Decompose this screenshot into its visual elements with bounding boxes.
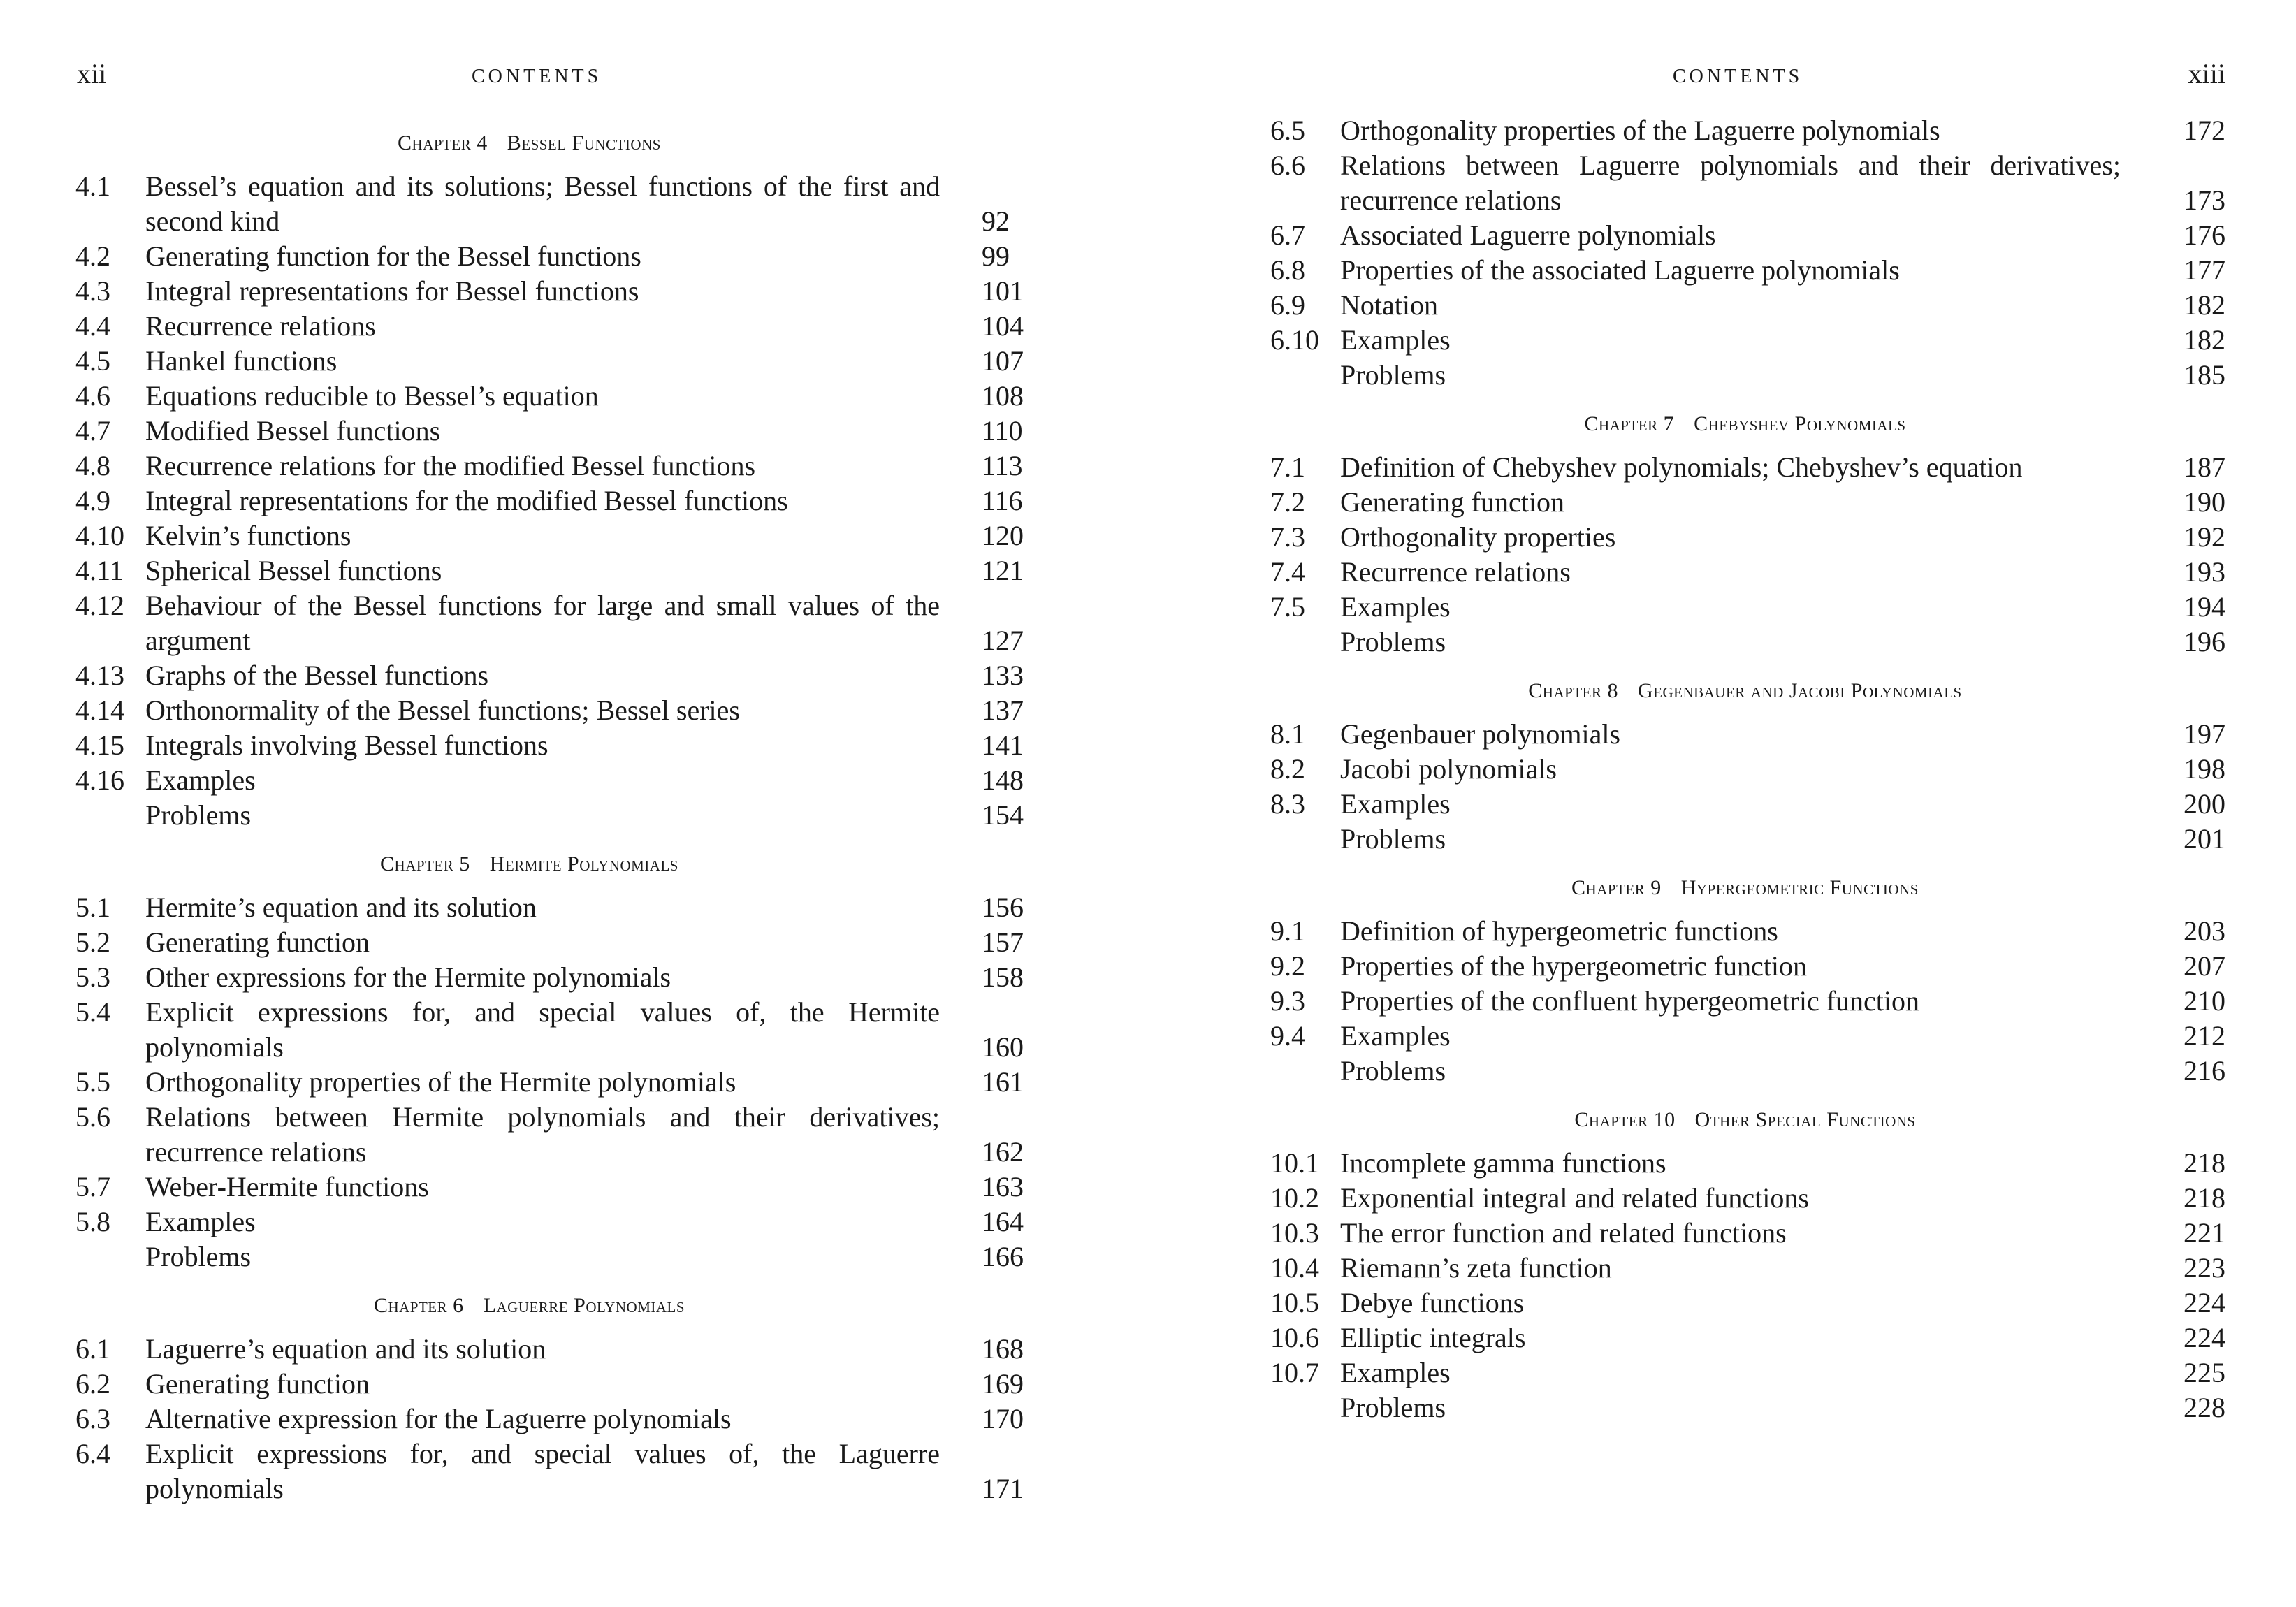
section-title: Problems [1340, 1055, 1446, 1086]
toc-entry [70, 274, 1031, 309]
page-number: 108 [982, 380, 1024, 412]
page-number: 216 [2184, 1055, 2225, 1086]
page-number: 185 [2184, 359, 2225, 391]
section-number: 8.1 [1270, 718, 1305, 750]
section-number: 10.2 [1270, 1182, 1319, 1214]
section-number: 7.2 [1270, 486, 1305, 518]
section-title: Riemann’s zeta function [1340, 1252, 1612, 1284]
section-title: Examples [1340, 591, 1451, 623]
toc-entry [1265, 1181, 2225, 1216]
toc-entry [70, 169, 1031, 239]
section-number: 8.3 [1270, 788, 1305, 820]
page-number: 194 [2184, 591, 2225, 623]
section-number: 4.3 [75, 275, 110, 307]
section-number: 10.3 [1270, 1217, 1319, 1249]
section-number: 6.7 [1270, 219, 1305, 251]
section-title: Examples [1340, 788, 1451, 820]
section-title: Recurrence relations for the modified Bessel functions [145, 450, 756, 481]
section-title: Other expressions for the Hermite polynomials [145, 961, 671, 993]
toc-entry [70, 553, 1031, 588]
toc-entry [70, 890, 1031, 925]
toc-entry [1265, 717, 2225, 752]
section-title: Orthogonality properties [1340, 521, 1616, 553]
section-title: Problems [1340, 626, 1446, 657]
section-title: Examples [1340, 1020, 1451, 1052]
toc-chapters [1265, 407, 2225, 1425]
page-number: 156 [982, 892, 1024, 923]
toc-entry [1265, 752, 2225, 787]
section-number: 4.4 [75, 310, 110, 342]
toc-entry [70, 693, 1031, 728]
section-title: Generating function [145, 1368, 370, 1399]
section-title: Examples [145, 764, 256, 796]
section-number: 4.12 [75, 590, 124, 621]
page-number: 148 [982, 764, 1024, 796]
chapter-section [70, 847, 1031, 1274]
page-number: 187 [2184, 451, 2225, 483]
running-head [1265, 57, 2225, 113]
page-folio: xiii [2188, 58, 2225, 89]
toc-entry [1265, 625, 2225, 660]
chapter-title: Chebyshev Polynomials [1694, 412, 1906, 435]
toc-entry [70, 1367, 1031, 1402]
section-title: Problems [145, 799, 252, 831]
section-number: 4.6 [75, 380, 110, 412]
chapter-label: Chapter 10 [1574, 1108, 1676, 1131]
page-number: 218 [2184, 1182, 2225, 1214]
page-number: 210 [2184, 985, 2225, 1017]
chapter-heading [70, 847, 1031, 882]
toc-entry [70, 449, 1031, 483]
section-number: 4.11 [75, 555, 124, 586]
page-number: 137 [982, 695, 1024, 726]
toc-entry [1265, 450, 2225, 485]
page-number: 176 [2184, 219, 2225, 251]
section-title: Alternative expression for the Laguerre polynomials [145, 1403, 732, 1434]
section-title: Examples [1340, 1357, 1451, 1388]
section-title: Kelvin’s functions [145, 520, 351, 551]
toc-entry [1265, 555, 2225, 590]
section-title: Problems [1340, 359, 1446, 391]
section-title: Orthonormality of the Bessel functions; Bessel series [145, 695, 740, 726]
page-number: 133 [982, 660, 1024, 691]
chapter-title: Laguerre Polynomials [483, 1294, 685, 1317]
chapter-heading [1265, 871, 2225, 906]
section-title: Examples [145, 1206, 256, 1237]
chapter-section [1265, 871, 2225, 1089]
page-number: 162 [982, 1136, 1024, 1168]
section-title: Explicit expressions for, and special values of, the Hermite polynomials [145, 996, 940, 1063]
page-number: 166 [982, 1241, 1024, 1272]
page-number: 171 [982, 1473, 1024, 1504]
toc-entry [70, 518, 1031, 553]
section-title: Gegenbauer polynomials [1340, 718, 1620, 750]
toc-entry [1265, 1390, 2225, 1425]
section-number: 4.8 [75, 450, 110, 481]
chapter-section [1265, 674, 2225, 857]
page-number: 160 [982, 1031, 1024, 1063]
section-number: 4.14 [75, 695, 124, 726]
section-number: 9.2 [1270, 950, 1305, 982]
section-title: Properties of the confluent hypergeometric function [1340, 985, 1920, 1017]
section-number: 6.5 [1270, 115, 1305, 146]
toc-entry [1265, 358, 2225, 393]
section-number: 7.4 [1270, 556, 1305, 588]
toc-entry [70, 309, 1031, 344]
chapter-label: Chapter 6 [373, 1294, 464, 1317]
section-number: 4.10 [75, 520, 124, 551]
page-number: 157 [982, 926, 1024, 958]
chapter-title: Hermite Polynomials [489, 852, 678, 875]
left-page [70, 0, 1031, 1607]
section-number: 5.5 [75, 1066, 110, 1098]
section-title: Recurrence relations [145, 310, 376, 342]
page-number: 170 [982, 1403, 1024, 1434]
page-number: 212 [2184, 1020, 2225, 1052]
section-title: Problems [1340, 823, 1446, 855]
toc-entry [1265, 1286, 2225, 1321]
section-number: 10.7 [1270, 1357, 1319, 1388]
right-page [1265, 0, 2225, 1607]
page-number: 200 [2184, 788, 2225, 820]
section-number: 9.4 [1270, 1020, 1305, 1052]
section-number: 10.6 [1270, 1322, 1319, 1353]
section-number: 5.8 [75, 1206, 110, 1237]
toc-entry [1265, 1355, 2225, 1390]
page-number: 110 [982, 415, 1023, 446]
toc-entry [70, 483, 1031, 518]
toc-entry [1265, 1251, 2225, 1286]
page-number: 182 [2184, 324, 2225, 356]
page-number: 197 [2184, 718, 2225, 750]
page-number: 172 [2184, 115, 2225, 146]
section-number: 6.8 [1270, 254, 1305, 286]
section-title: Weber-Hermite functions [145, 1171, 429, 1202]
section-number: 6.1 [75, 1333, 110, 1365]
section-title: Integral representations for the modified Bessel functions [145, 485, 788, 516]
page-number: 198 [2184, 753, 2225, 785]
page-number: 192 [2184, 521, 2225, 553]
page-number: 154 [982, 799, 1024, 831]
page-number: 177 [2184, 254, 2225, 286]
page-number: 104 [982, 310, 1024, 342]
page-number: 121 [982, 555, 1024, 586]
page-folio: xii [77, 58, 107, 89]
running-head [70, 57, 1031, 113]
chapter-label: Chapter 5 [380, 852, 470, 875]
section-number: 9.1 [1270, 915, 1305, 947]
chapter-label: Chapter 4 [398, 131, 488, 154]
page-number: 92 [982, 205, 1010, 237]
section-number: 10.4 [1270, 1252, 1319, 1284]
section-title: Integral representations for Bessel functions [145, 275, 639, 307]
chapter-label: Chapter 9 [1571, 876, 1662, 899]
section-title: Hankel functions [145, 345, 337, 377]
toc-entry [1265, 323, 2225, 358]
chapter-section [1265, 407, 2225, 660]
section-number: 6.9 [1270, 289, 1305, 321]
section-number: 4.13 [75, 660, 124, 691]
chapter-title: Hypergeometric Functions [1680, 876, 1919, 899]
page-number: 228 [2184, 1392, 2225, 1423]
section-number: 5.1 [75, 892, 110, 923]
page-number: 127 [982, 625, 1024, 656]
toc-entry [1265, 1321, 2225, 1355]
toc-entry [1265, 949, 2225, 984]
chapter-section [1265, 1103, 2225, 1425]
running-head-title: CONTENTS [472, 66, 602, 87]
toc-entry [1265, 253, 2225, 288]
section-number: 5.7 [75, 1171, 110, 1202]
section-title: Laguerre’s equation and its solution [145, 1333, 546, 1365]
section-number: 5.2 [75, 926, 110, 958]
toc-entry [1265, 218, 2225, 253]
chapter-label: Chapter 7 [1584, 412, 1675, 435]
section-number: 4.5 [75, 345, 110, 377]
page-number: 161 [982, 1066, 1024, 1098]
page-number: 164 [982, 1206, 1024, 1237]
toc-entry [70, 960, 1031, 995]
section-title: Incomplete gamma functions [1340, 1147, 1666, 1179]
toc-entry [1265, 113, 2225, 148]
toc-entry [70, 1065, 1031, 1100]
section-title: Integrals involving Bessel functions [145, 729, 548, 761]
toc-entry [70, 763, 1031, 798]
running-head-title: CONTENTS [1673, 66, 1803, 87]
page-number: 120 [982, 520, 1024, 551]
section-title: Associated Laguerre polynomials [1340, 219, 1716, 251]
toc-entry [70, 728, 1031, 763]
chapter-section [70, 1288, 1031, 1506]
page-number: 221 [2184, 1217, 2225, 1249]
section-title: Examples [1340, 324, 1451, 356]
section-number: 6.10 [1270, 324, 1319, 356]
page-number: 169 [982, 1368, 1024, 1399]
chapter-heading [70, 1288, 1031, 1323]
section-title: Debye functions [1340, 1287, 1525, 1318]
toc-entry [70, 1437, 1031, 1506]
page-number: 190 [2184, 486, 2225, 518]
toc-entry [70, 1205, 1031, 1239]
section-title: Equations reducible to Bessel’s equation [145, 380, 599, 412]
page-number: 207 [2184, 950, 2225, 982]
section-number: 6.6 [1270, 150, 1305, 181]
toc-chapters [70, 126, 1031, 1506]
toc-entry [1265, 148, 2225, 218]
section-title: Graphs of the Bessel functions [145, 660, 489, 691]
page-number: 223 [2184, 1252, 2225, 1284]
section-number: 4.7 [75, 415, 110, 446]
chapter-title: Other Special Functions [1694, 1108, 1916, 1131]
section-number: 9.3 [1270, 985, 1305, 1017]
section-title: Explicit expressions for, and special values of, the Laguerre polynomials [145, 1438, 940, 1504]
toc-entry [1265, 914, 2225, 949]
section-title: Problems [1340, 1392, 1446, 1423]
section-title: Orthogonality properties of the Hermite polynomials [145, 1066, 736, 1098]
toc-entry [1265, 590, 2225, 625]
section-number: 10.5 [1270, 1287, 1319, 1318]
toc-entry [1265, 1216, 2225, 1251]
page-number: 113 [982, 450, 1023, 481]
page-number: 224 [2184, 1287, 2225, 1318]
section-title: Problems [145, 1241, 252, 1272]
section-title: Relations between Hermite polynomials and their derivatives; recurrence relations [145, 1101, 940, 1168]
toc-entry [1265, 1054, 2225, 1089]
section-title: Generating function [145, 926, 370, 958]
page-number: 218 [2184, 1147, 2225, 1179]
section-title: Definition of hypergeometric functions [1340, 915, 1778, 947]
toc-entry [1265, 822, 2225, 857]
toc-entry [1265, 485, 2225, 520]
section-title: Recurrence relations [1340, 556, 1571, 588]
section-number: 4.9 [75, 485, 110, 516]
toc-entry [70, 798, 1031, 833]
section-title: Hermite’s equation and its solution [145, 892, 537, 923]
section-title: Definition of Chebyshev polynomials; Chebyshev’s equation [1340, 451, 2023, 483]
chapter-heading [1265, 1103, 2225, 1137]
page-number: 163 [982, 1171, 1024, 1202]
toc-entry [1265, 1146, 2225, 1181]
section-title: Jacobi polynomials [1340, 753, 1557, 785]
section-title: Behaviour of the Bessel functions for large and small values of the argument [145, 590, 940, 656]
section-number: 6.3 [75, 1403, 110, 1434]
chapter-label: Chapter 8 [1528, 679, 1618, 702]
chapter-title: Gegenbauer and Jacobi Polynomials [1637, 679, 1962, 702]
section-title: Properties of the hypergeometric function [1340, 950, 1807, 982]
section-number: 4.2 [75, 240, 110, 272]
section-number: 8.2 [1270, 753, 1305, 785]
toc-entry [70, 344, 1031, 379]
toc-entry [70, 925, 1031, 960]
toc-entry [70, 414, 1031, 449]
section-title: Modified Bessel functions [145, 415, 441, 446]
page-number: 225 [2184, 1357, 2225, 1388]
toc-entry [70, 379, 1031, 414]
page-number: 193 [2184, 556, 2225, 588]
section-title: Bessel’s equation and its solutions; Bessel functions of the first and second kind [145, 170, 940, 237]
toc-entry [70, 239, 1031, 274]
section-number: 7.3 [1270, 521, 1305, 553]
toc-entry [1265, 984, 2225, 1019]
section-title: Generating function [1340, 486, 1564, 518]
page-number: 173 [2184, 184, 2225, 216]
page-number: 99 [982, 240, 1010, 272]
section-title: Properties of the associated Laguerre polynomials [1340, 254, 1900, 286]
section-number: 10.1 [1270, 1147, 1319, 1179]
page-number: 141 [982, 729, 1024, 761]
section-title: The error function and related functions [1340, 1217, 1787, 1249]
page-number: 168 [982, 1333, 1024, 1365]
section-title: Generating function for the Bessel functions [145, 240, 641, 272]
page-number: 196 [2184, 626, 2225, 657]
toc-entry [1265, 520, 2225, 555]
toc-entry [70, 658, 1031, 693]
section-title: Relations between Laguerre polynomials and their derivatives; recurrence relations [1340, 150, 2121, 216]
page-number: 182 [2184, 289, 2225, 321]
toc-entry [70, 1332, 1031, 1367]
toc-entry [70, 1170, 1031, 1205]
section-number: 7.1 [1270, 451, 1305, 483]
section-number: 4.15 [75, 729, 124, 761]
section-number: 5.4 [75, 996, 110, 1028]
section-number: 6.2 [75, 1368, 110, 1399]
toc-entry [1265, 288, 2225, 323]
section-title: Exponential integral and related functions [1340, 1182, 1809, 1214]
chapter-heading [1265, 674, 2225, 708]
section-number: 5.3 [75, 961, 110, 993]
chapter-heading [1265, 407, 2225, 442]
chapter-section [70, 126, 1031, 833]
toc-entry [70, 588, 1031, 658]
toc-continued-entries [1265, 113, 2225, 393]
section-title: Notation [1340, 289, 1438, 321]
page-number: 203 [2184, 915, 2225, 947]
toc-entry [70, 995, 1031, 1065]
page-number: 224 [2184, 1322, 2225, 1353]
section-number: 7.5 [1270, 591, 1305, 623]
page-number: 107 [982, 345, 1024, 377]
toc-entry [70, 1100, 1031, 1170]
chapter-heading [70, 126, 1031, 161]
toc-entry [70, 1239, 1031, 1274]
page-number: 201 [2184, 823, 2225, 855]
section-number: 4.1 [75, 170, 110, 202]
page-number: 116 [982, 485, 1023, 516]
section-number: 6.4 [75, 1438, 110, 1469]
toc-entry [70, 1402, 1031, 1437]
section-title: Elliptic integrals [1340, 1322, 1526, 1353]
toc-entry [1265, 1019, 2225, 1054]
section-title: Orthogonality properties of the Laguerre polynomials [1340, 115, 1940, 146]
toc-entry [1265, 787, 2225, 822]
section-title: Spherical Bessel functions [145, 555, 442, 586]
section-number: 4.16 [75, 764, 124, 796]
chapter-title: Bessel Functions [507, 131, 661, 154]
section-number: 5.6 [75, 1101, 110, 1133]
page-number: 101 [982, 275, 1024, 307]
page-number: 158 [982, 961, 1024, 993]
